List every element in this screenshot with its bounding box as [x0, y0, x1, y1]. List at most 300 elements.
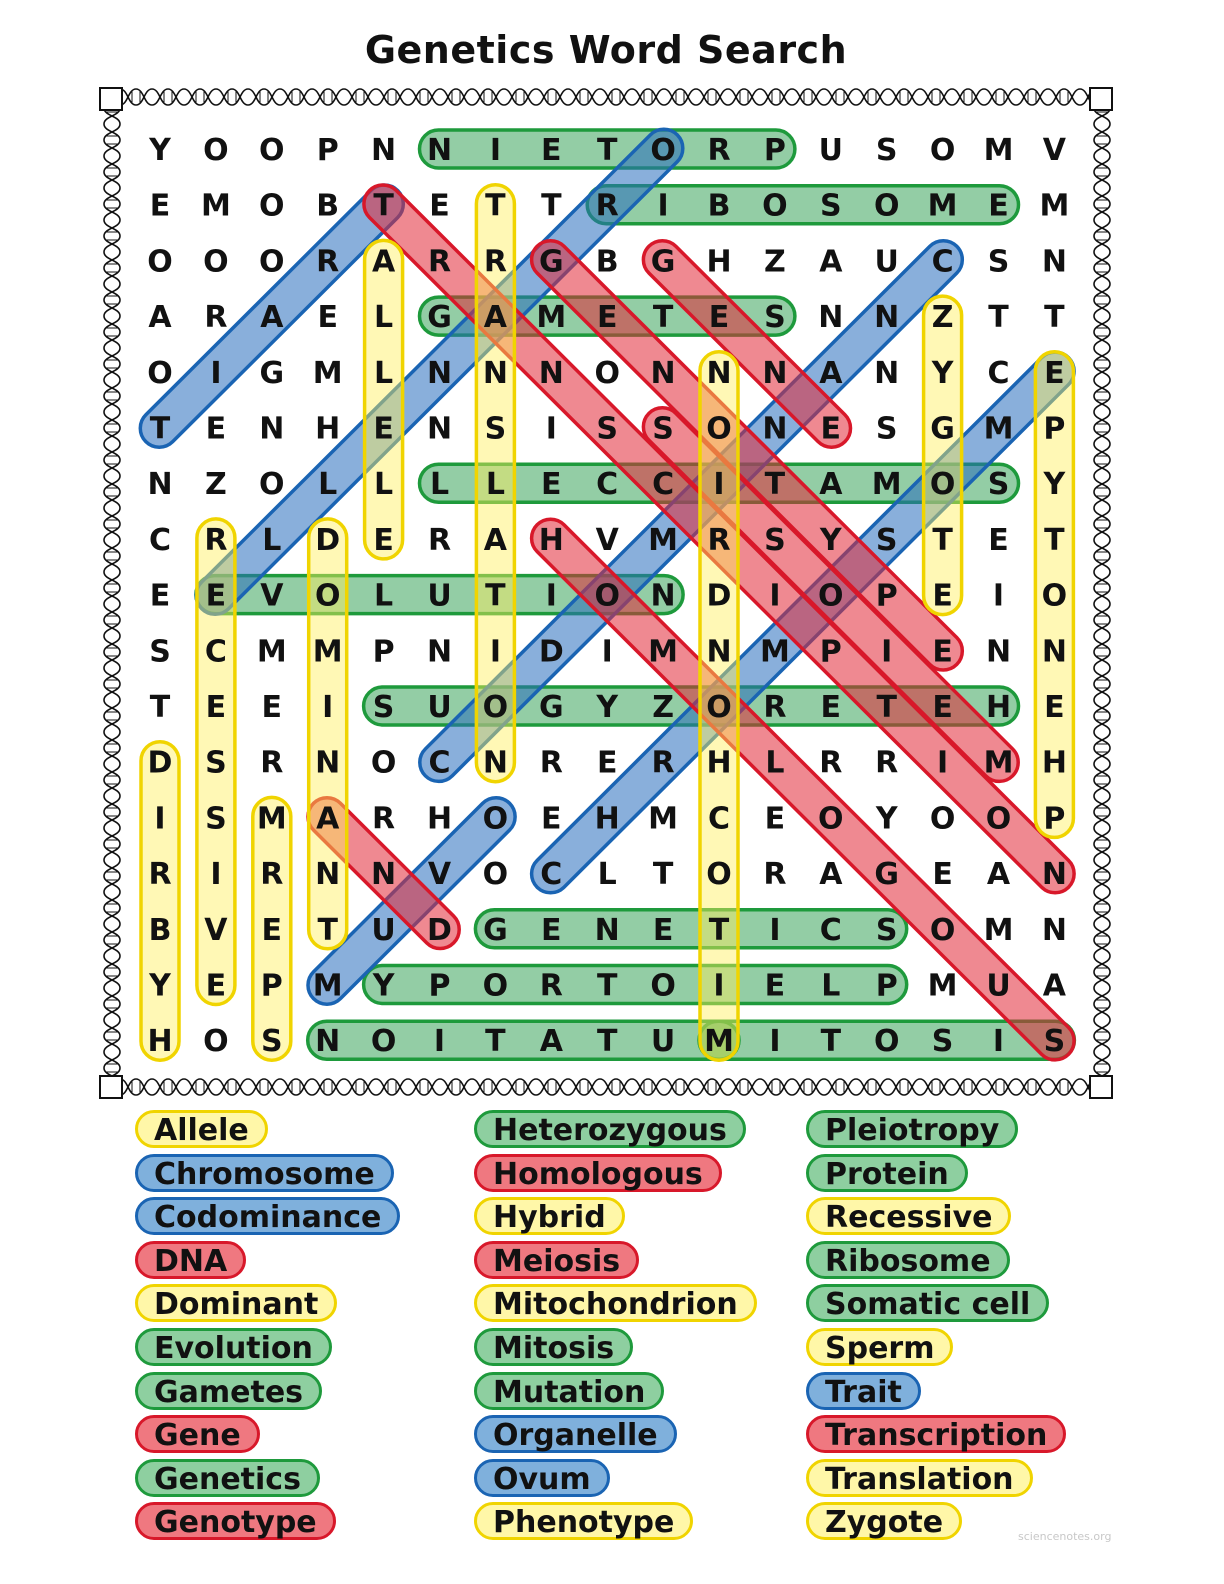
grid-cell[interactable]: E — [988, 188, 1009, 224]
grid-cell[interactable]: T — [485, 1024, 506, 1060]
grid-cell[interactable]: R — [204, 300, 228, 336]
grid-cell[interactable]: R — [316, 244, 340, 280]
grid-cell[interactable]: O — [314, 578, 341, 614]
word-list-item[interactable]: Organelle — [474, 1415, 677, 1453]
grid-cell[interactable]: Y — [149, 968, 171, 1004]
word-list-item[interactable]: Homologous — [474, 1154, 722, 1192]
grid-cell[interactable]: N — [706, 634, 732, 670]
grid-cell[interactable]: R — [595, 188, 619, 224]
grid-cell[interactable]: R — [707, 522, 731, 558]
grid-cell[interactable]: M — [983, 745, 1014, 781]
grid-cell[interactable]: U — [371, 912, 396, 948]
grid-cell[interactable]: T — [373, 188, 394, 224]
grid-cell[interactable]: R — [763, 690, 787, 725]
word-list-item[interactable]: Mutation — [474, 1372, 664, 1410]
grid-cell[interactable]: G — [427, 300, 452, 336]
grid-cell[interactable]: E — [149, 578, 171, 614]
grid-cell[interactable]: M — [536, 300, 567, 336]
grid-cell[interactable]: O — [594, 578, 620, 614]
grid-cell[interactable]: A — [483, 300, 508, 336]
grid-cell[interactable]: P — [1043, 801, 1066, 837]
grid-cell[interactable]: T — [820, 1024, 842, 1060]
grid-cell[interactable]: N — [315, 857, 341, 893]
grid-cell[interactable]: V — [1042, 133, 1067, 168]
grid-cell[interactable]: S — [205, 745, 227, 781]
grid-cell[interactable]: O — [259, 244, 285, 280]
grid-cell[interactable]: E — [261, 912, 283, 948]
grid-cell[interactable]: S — [764, 300, 786, 336]
grid-cell[interactable]: O — [818, 801, 844, 837]
grid-cell[interactable]: S — [764, 522, 786, 558]
grid-cell[interactable]: R — [260, 857, 284, 893]
grid-cell[interactable]: I — [992, 1024, 1005, 1060]
grid-cell[interactable]: G — [930, 411, 955, 447]
grid-cell[interactable]: O — [259, 467, 285, 503]
grid-cell[interactable]: I — [322, 690, 334, 725]
grid-cell[interactable]: Y — [596, 690, 619, 725]
grid-cell[interactable]: P — [428, 968, 451, 1004]
grid-cell[interactable]: M — [983, 912, 1014, 948]
grid-cell[interactable]: E — [596, 300, 618, 336]
grid-cell[interactable]: N — [1041, 857, 1067, 893]
grid-cell[interactable]: M — [648, 522, 679, 558]
grid-cell[interactable]: P — [819, 634, 842, 670]
grid-cell[interactable]: T — [596, 968, 618, 1004]
grid-cell[interactable]: O — [929, 133, 956, 168]
word-list-item[interactable]: Phenotype — [474, 1502, 693, 1540]
grid-cell[interactable]: E — [541, 801, 562, 837]
grid-cell[interactable]: S — [652, 411, 674, 447]
word-list-item[interactable]: Mitosis — [474, 1328, 633, 1366]
grid-cell[interactable]: A — [819, 355, 843, 391]
grid-cell[interactable]: S — [875, 912, 898, 948]
grid-cell[interactable]: I — [489, 133, 501, 168]
grid-cell[interactable]: O — [594, 355, 620, 391]
grid-cell[interactable]: A — [539, 1024, 563, 1060]
grid-cell[interactable]: H — [985, 690, 1012, 725]
grid-cell[interactable]: T — [708, 912, 730, 948]
grid-cell[interactable]: I — [713, 968, 725, 1004]
grid-cell[interactable]: C — [819, 912, 842, 948]
grid-cell[interactable]: C — [987, 355, 1010, 391]
grid-cell[interactable]: I — [657, 188, 669, 224]
word-list-item[interactable]: Genotype — [135, 1502, 336, 1540]
grid-cell[interactable]: S — [149, 634, 171, 670]
grid-cell[interactable]: G — [538, 690, 564, 725]
grid-cell[interactable]: N — [315, 745, 341, 781]
grid-cell[interactable]: E — [652, 912, 674, 948]
grid-cell[interactable]: V — [260, 578, 284, 614]
grid-cell[interactable]: I — [769, 912, 781, 948]
word-list-item[interactable]: Ribosome — [806, 1241, 1010, 1279]
grid-cell[interactable]: D — [538, 634, 564, 670]
grid-cell[interactable]: O — [147, 355, 173, 391]
grid-cell[interactable]: N — [371, 133, 397, 168]
grid-cell[interactable]: N — [985, 634, 1012, 670]
grid-cell[interactable]: L — [374, 355, 394, 391]
grid-cell[interactable]: D — [706, 578, 732, 614]
grid-cell[interactable]: O — [706, 690, 732, 725]
word-list-item[interactable]: Pleiotropy — [806, 1110, 1018, 1148]
grid-cell[interactable]: C — [204, 634, 227, 670]
grid-cell[interactable]: O — [482, 857, 509, 893]
grid-cell[interactable]: S — [260, 1024, 283, 1060]
grid-cell[interactable]: H — [706, 745, 732, 781]
grid-cell[interactable]: N — [426, 634, 453, 670]
grid-cell[interactable]: I — [154, 801, 166, 837]
grid-cell[interactable]: R — [707, 133, 731, 168]
grid-cell[interactable]: P — [260, 968, 283, 1004]
grid-cell[interactable]: I — [210, 355, 222, 391]
grid-cell[interactable]: O — [706, 411, 732, 447]
grid-cell[interactable]: O — [762, 188, 788, 224]
grid-cell[interactable]: N — [259, 411, 285, 447]
grid-cell[interactable]: N — [371, 857, 397, 893]
grid-cell[interactable]: L — [374, 578, 394, 614]
grid-cell[interactable]: E — [932, 857, 953, 893]
grid-cell[interactable]: U — [986, 968, 1011, 1004]
grid-cell[interactable]: M — [927, 188, 958, 224]
grid-cell[interactable]: Y — [875, 801, 898, 837]
grid-cell[interactable]: U — [650, 1024, 676, 1060]
grid-cell[interactable]: E — [149, 188, 171, 224]
grid-cell[interactable]: E — [764, 801, 786, 837]
grid-cell[interactable]: S — [1043, 1024, 1066, 1060]
grid-cell[interactable]: G — [874, 857, 900, 893]
grid-cell[interactable]: E — [205, 578, 227, 614]
grid-cell[interactable]: E — [205, 690, 227, 725]
grid-cell[interactable]: R — [427, 244, 452, 280]
grid-cell[interactable]: H — [315, 411, 341, 447]
grid-cell[interactable]: L — [597, 857, 617, 893]
grid-cell[interactable]: M — [927, 968, 958, 1004]
grid-cell[interactable]: T — [1044, 522, 1065, 558]
grid-cell[interactable]: E — [764, 968, 786, 1004]
grid-cell[interactable]: O — [929, 912, 956, 948]
grid-cell[interactable]: H — [1041, 745, 1067, 781]
grid-cell[interactable]: U — [874, 244, 899, 280]
grid-cell[interactable]: M — [312, 634, 343, 670]
word-list-item[interactable]: Transcription — [806, 1415, 1066, 1453]
word-list-item[interactable]: Trait — [806, 1372, 921, 1410]
word-list-item[interactable]: Gene — [135, 1415, 260, 1453]
grid-cell[interactable]: S — [987, 244, 1010, 280]
grid-cell[interactable]: N — [650, 355, 676, 391]
grid-cell[interactable]: O — [203, 244, 229, 280]
grid-cell[interactable]: L — [374, 300, 394, 336]
grid-cell[interactable]: S — [819, 188, 842, 224]
grid-cell[interactable]: O — [985, 801, 1012, 837]
word-list-item[interactable]: Dominant — [135, 1284, 337, 1322]
grid-cell[interactable]: E — [820, 411, 842, 447]
grid-cell[interactable]: I — [433, 1024, 446, 1060]
grid-cell[interactable]: N — [874, 355, 900, 391]
grid-cell[interactable]: E — [317, 300, 338, 336]
grid-cell[interactable]: N — [147, 467, 173, 503]
grid-cell[interactable]: I — [769, 1024, 781, 1060]
grid-cell[interactable]: T — [876, 690, 897, 725]
grid-cell[interactable]: H — [538, 522, 564, 558]
grid-cell[interactable]: U — [818, 133, 843, 168]
grid-cell[interactable]: B — [148, 912, 172, 948]
grid-cell[interactable]: A — [148, 300, 172, 336]
grid-cell[interactable]: T — [1044, 300, 1065, 336]
grid-cell[interactable]: O — [818, 578, 844, 614]
grid-cell[interactable]: E — [932, 690, 953, 725]
grid-cell[interactable]: P — [1043, 411, 1066, 447]
grid-cell[interactable]: S — [205, 801, 227, 837]
grid-cell[interactable]: N — [762, 355, 788, 391]
grid-cell[interactable]: N — [706, 355, 732, 391]
word-list-item[interactable]: Meiosis — [474, 1241, 639, 1279]
grid-cell[interactable]: N — [762, 411, 788, 447]
word-list-item[interactable]: Sperm — [806, 1328, 953, 1366]
grid-cell[interactable]: G — [483, 912, 508, 948]
grid-cell[interactable]: O — [370, 745, 397, 781]
grid-cell[interactable]: I — [881, 634, 893, 670]
grid-cell[interactable]: O — [482, 690, 509, 725]
word-list-item[interactable]: Codominance — [135, 1197, 400, 1235]
word-list-item[interactable]: Evolution — [135, 1328, 332, 1366]
grid-cell[interactable]: R — [483, 244, 507, 280]
grid-cell[interactable]: M — [312, 355, 343, 391]
grid-cell[interactable]: A — [819, 244, 843, 280]
grid-cell[interactable]: M — [256, 634, 287, 670]
word-list-item[interactable]: Recessive — [806, 1197, 1011, 1235]
grid-cell[interactable]: T — [485, 188, 506, 224]
grid-cell[interactable]: T — [149, 411, 171, 447]
grid-cell[interactable]: L — [262, 522, 282, 558]
grid-cell[interactable]: O — [873, 1024, 900, 1060]
grid-cell[interactable]: A — [316, 801, 340, 837]
grid-cell[interactable]: R — [260, 745, 284, 781]
grid-cell[interactable]: T — [596, 1024, 618, 1060]
grid-cell[interactable]: T — [652, 857, 674, 893]
grid-cell[interactable]: A — [819, 467, 843, 503]
grid-cell[interactable]: O — [1041, 578, 1068, 614]
grid-cell[interactable]: Y — [819, 522, 842, 558]
grid-cell[interactable]: E — [541, 912, 562, 948]
grid-cell[interactable]: Y — [931, 355, 954, 391]
grid-cell[interactable]: M — [256, 801, 287, 837]
grid-cell[interactable]: V — [595, 522, 619, 558]
grid-cell[interactable]: T — [988, 300, 1009, 336]
grid-cell[interactable]: O — [929, 467, 956, 503]
grid-cell[interactable]: E — [1044, 355, 1065, 391]
grid-cell[interactable]: O — [203, 1024, 229, 1060]
grid-cell[interactable]: N — [874, 300, 900, 336]
word-list-item[interactable]: Somatic cell — [806, 1284, 1049, 1322]
grid-cell[interactable]: Y — [149, 133, 171, 168]
grid-cell[interactable]: R — [819, 745, 843, 781]
grid-cell[interactable]: O — [203, 133, 229, 168]
grid-cell[interactable]: O — [482, 968, 509, 1004]
grid-cell[interactable]: N — [426, 133, 453, 168]
grid-cell[interactable]: I — [601, 634, 613, 670]
grid-cell[interactable]: O — [650, 968, 676, 1004]
grid-cell[interactable]: N — [538, 355, 564, 391]
word-list-item[interactable]: Hybrid — [474, 1197, 625, 1235]
grid-cell[interactable]: I — [545, 411, 557, 447]
grid-cell[interactable]: S — [484, 411, 507, 447]
grid-cell[interactable]: L — [374, 467, 394, 503]
grid-cell[interactable]: H — [594, 801, 620, 837]
grid-cell[interactable]: T — [932, 522, 953, 558]
grid-cell[interactable]: I — [769, 578, 781, 614]
grid-cell[interactable]: D — [315, 522, 341, 558]
grid-cell[interactable]: C — [652, 467, 675, 503]
grid-cell[interactable]: M — [704, 1024, 734, 1060]
grid-cell[interactable]: N — [650, 578, 676, 614]
word-list-item[interactable]: DNA — [135, 1241, 246, 1279]
grid-cell[interactable]: T — [485, 578, 506, 614]
grid-cell[interactable]: M — [648, 801, 679, 837]
grid-cell[interactable]: L — [318, 467, 338, 503]
grid-cell[interactable]: Z — [931, 300, 954, 336]
grid-cell[interactable]: E — [932, 634, 953, 670]
grid-cell[interactable]: E — [541, 133, 562, 168]
grid-cell[interactable]: E — [1044, 690, 1065, 725]
grid-cell[interactable]: O — [482, 801, 509, 837]
grid-cell[interactable]: M — [759, 634, 790, 670]
grid-cell[interactable]: C — [931, 244, 954, 280]
grid-cell[interactable]: T — [541, 188, 562, 224]
grid-cell[interactable]: E — [988, 522, 1009, 558]
grid-cell[interactable]: H — [706, 244, 732, 280]
grid-cell[interactable]: H — [147, 1024, 173, 1060]
grid-cell[interactable]: H — [426, 801, 453, 837]
grid-cell[interactable]: T — [149, 690, 171, 725]
word-list-item[interactable]: Protein — [806, 1154, 968, 1192]
grid-cell[interactable]: M — [983, 133, 1014, 168]
grid-cell[interactable]: U — [427, 578, 452, 614]
grid-cell[interactable]: N — [482, 745, 508, 781]
grid-cell[interactable]: V — [427, 857, 452, 893]
grid-cell[interactable]: M — [200, 188, 231, 224]
grid-cell[interactable]: I — [545, 578, 557, 614]
grid-cell[interactable]: S — [987, 467, 1010, 503]
grid-cell[interactable]: S — [875, 411, 898, 447]
grid-cell[interactable]: A — [986, 857, 1011, 893]
grid-cell[interactable]: G — [538, 244, 564, 280]
grid-cell[interactable]: E — [373, 522, 394, 558]
grid-cell[interactable]: E — [932, 578, 953, 614]
grid-cell[interactable]: A — [371, 244, 396, 280]
grid-cell[interactable]: R — [148, 857, 172, 893]
word-list-item[interactable]: Genetics — [135, 1459, 320, 1497]
grid-cell[interactable]: R — [651, 745, 675, 781]
grid-cell[interactable]: R — [427, 522, 452, 558]
grid-cell[interactable]: O — [929, 801, 956, 837]
word-list-item[interactable]: Zygote — [806, 1502, 962, 1540]
grid-cell[interactable]: O — [706, 857, 732, 893]
grid-cell[interactable]: C — [540, 857, 563, 893]
grid-cell[interactable]: E — [708, 300, 730, 336]
grid-cell[interactable]: C — [428, 745, 451, 781]
grid-cell[interactable]: Y — [1043, 467, 1066, 503]
grid-cell[interactable]: D — [427, 912, 452, 948]
grid-cell[interactable]: B — [595, 244, 619, 280]
grid-cell[interactable]: O — [259, 133, 285, 168]
grid-cell[interactable]: S — [372, 690, 395, 725]
word-list-item[interactable]: Ovum — [474, 1459, 610, 1497]
grid-cell[interactable]: L — [821, 968, 841, 1004]
grid-cell[interactable]: O — [147, 244, 173, 280]
grid-cell[interactable]: N — [1041, 244, 1067, 280]
grid-cell[interactable]: M — [312, 968, 343, 1004]
grid-cell[interactable]: R — [204, 522, 228, 558]
grid-cell[interactable]: Y — [372, 968, 395, 1004]
grid-cell[interactable]: S — [596, 411, 619, 447]
grid-cell[interactable]: A — [483, 522, 508, 558]
grid-cell[interactable]: G — [650, 244, 676, 280]
grid-cell[interactable]: N — [1041, 634, 1067, 670]
grid-cell[interactable]: E — [820, 690, 842, 725]
grid-cell[interactable]: N — [426, 355, 453, 391]
grid-cell[interactable]: I — [713, 467, 725, 503]
grid-cell[interactable]: N — [1041, 912, 1067, 948]
grid-cell[interactable]: C — [148, 522, 172, 558]
grid-cell[interactable]: R — [539, 745, 563, 781]
grid-cell[interactable]: E — [596, 745, 618, 781]
grid-cell[interactable]: V — [204, 912, 228, 948]
grid-cell[interactable]: G — [259, 355, 285, 391]
grid-cell[interactable]: E — [541, 467, 562, 503]
grid-cell[interactable]: A — [819, 857, 843, 893]
grid-cell[interactable]: M — [983, 411, 1014, 447]
grid-cell[interactable]: M — [871, 467, 902, 503]
grid-cell[interactable]: P — [875, 578, 898, 614]
grid-cell[interactable]: E — [429, 188, 450, 224]
grid-cell[interactable]: R — [875, 745, 899, 781]
grid-cell[interactable]: L — [429, 467, 450, 503]
grid-cell[interactable]: E — [205, 411, 227, 447]
grid-cell[interactable]: S — [875, 522, 898, 558]
grid-cell[interactable]: P — [875, 968, 898, 1004]
grid-cell[interactable]: C — [596, 467, 619, 503]
grid-cell[interactable]: M — [1039, 188, 1070, 224]
grid-cell[interactable]: O — [873, 188, 900, 224]
grid-cell[interactable]: T — [596, 133, 618, 168]
grid-cell[interactable]: T — [652, 300, 674, 336]
word-list-item[interactable]: Allele — [135, 1110, 268, 1148]
grid-cell[interactable]: R — [763, 857, 787, 893]
grid-cell[interactable]: Z — [764, 244, 786, 280]
word-list-item[interactable]: Mitochondrion — [474, 1284, 757, 1322]
grid-cell[interactable]: S — [931, 1024, 954, 1060]
word-list-item[interactable]: Gametes — [135, 1372, 322, 1410]
grid-cell[interactable]: T — [764, 467, 786, 503]
grid-cell[interactable]: S — [875, 133, 898, 168]
grid-cell[interactable]: P — [372, 634, 395, 670]
grid-cell[interactable]: N — [818, 300, 844, 336]
grid-cell[interactable]: B — [316, 188, 340, 224]
grid-cell[interactable]: U — [427, 690, 452, 725]
grid-cell[interactable]: I — [489, 634, 501, 670]
grid-cell[interactable]: O — [650, 133, 676, 168]
word-list-item[interactable]: Chromosome — [135, 1154, 394, 1192]
grid-cell[interactable]: A — [260, 300, 284, 336]
grid-cell[interactable]: N — [315, 1024, 341, 1060]
grid-cell[interactable]: Z — [652, 690, 674, 725]
grid-cell[interactable]: T — [317, 912, 338, 948]
grid-cell[interactable]: I — [210, 857, 222, 893]
grid-cell[interactable]: O — [259, 188, 285, 224]
grid-cell[interactable]: R — [539, 968, 563, 1004]
grid-cell[interactable]: E — [261, 690, 283, 725]
word-list-item[interactable]: Heterozygous — [474, 1110, 746, 1148]
grid-cell[interactable]: E — [205, 968, 227, 1004]
